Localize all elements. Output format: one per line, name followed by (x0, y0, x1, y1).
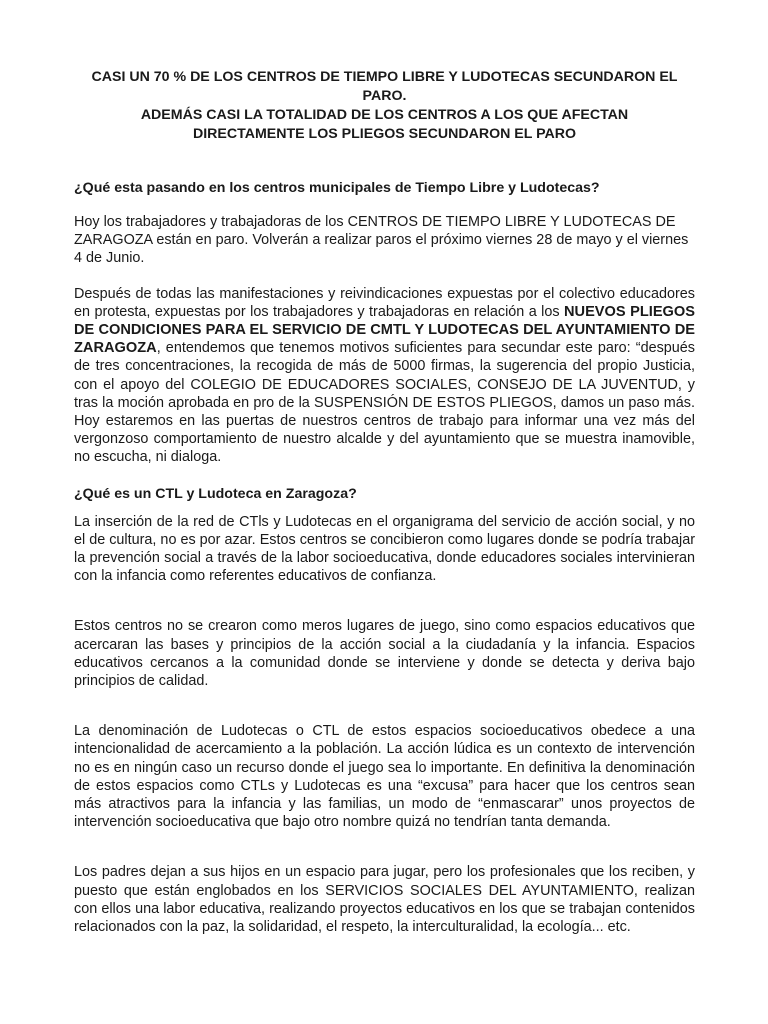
paragraph-strike-announcement: Hoy los trabajadores y trabajadoras de los CENTROS DE TIEMPO LIBRE Y LUDOTECAS DE ZARAGOZA están en paro. Volverán a realizar paros el próximo viernes 28 de mayo y el viernes 4 de Junio. (74, 214, 689, 267)
paragraph-reasons (74, 285, 695, 467)
title-line-2: ADEMÁS CASI LA TOTALIDAD DE LOS CENTROS A LOS QUE AFECTAN DIRECTAMENTE LOS PLIEGOS SECUNDARON EL PARO (140, 107, 629, 142)
title-line-1: CASI UN 70 % DE LOS CENTROS DE TIEMPO LIBRE Y LUDOTECAS SECUNDARON EL PARO. (91, 69, 678, 104)
paragraph-reasons-bold: NUEVOS PLIEGOS DE CONDICIONES PARA EL SERVICIO DE CMTL Y LUDOTECAS DEL AYUNTAMIENTO DE ZARAGOZA (74, 303, 695, 357)
paragraph-reasons-rest: , entendemos que tenemos motivos suficientes para secundar este paro: “después de tres concentraciones, la recogida de más de 5000 firmas, la sugerencia del propio Justicia, con el apoyo del COLEGIO DE EDUCADORES SOCIALES, CONSEJO DE LA JUVENTUD, y tras la moción aprobada en pro de la SUSPENSIÓN DE ESTOS PLIEGOS, damos un paso más. Hoy estaremos en las puertas de nuestros centros de trabajo para informar una vez más del vergonzoso comportamiento de nuestro alcalde y del ayuntamiento que se muestra inamovible, no escucha, ni dialoga. (74, 340, 695, 466)
paragraph-ctl-denomination: La denominación de Ludotecas o CTL de estos espacios socioeducativos obedece a una intencionalidad de acercamiento a la población. La acción lúdica es un contexto de intervención no es en ningún caso un recurso donde el juego sea lo importante. En definitiva la denominación de estos espacios como CTLs y Ludotecas es una “excusa” para hacer que los centros sean más atractivos para la infancia y las familias, un modo de “enmascarar” unos proyectos de intervención socioeducativa que bajo otro nombre quizá no tendrían tanta demanda. (74, 723, 695, 831)
paragraph-ctl-parents: Los padres dejan a sus hijos en un espacio para jugar, pero los profesionales que los reciben, y puesto que están englobados en los SERVICIOS SOCIALES DEL AYUNTAMIENTO, realizan con ellos una labor educativa, realizando proyectos educativos en los que se trabajan contenidos relacionados con la paz, la solidaridad, el respeto, la interculturalidad, la ecología... etc. (74, 864, 695, 936)
section-heading-what-is-ctl: ¿Qué es un CTL y Ludoteca en Zaragoza? (74, 485, 357, 502)
document-title (74, 68, 695, 144)
paragraph-reasons-intro: Después de todas las manifestaciones y reivindicaciones expuestas por el colectivo educadores en protesta, expuestas por los trabajadores y trabajadoras en relación a los (74, 285, 695, 320)
paragraph-ctl-purpose: Estos centros no se crearon como meros lugares de juego, sino como espacios educativos que acercaran las bases y principios de la acción social a la ciudadanía y la infancia. Espacios educativos cercanos a la comunidad donde se interviene y donde se detecta y deriva bajo principios de calidad. (74, 618, 695, 690)
document-page (74, 68, 695, 936)
section-heading-what-is-happening: ¿Qué esta pasando en los centros municipales de Tiempo Libre y Ludotecas? (74, 180, 600, 196)
paragraph-ctl-insertion: La inserción de la red de CTls y Ludotecas en el organigrama del servicio de acción social, y no el de cultura, no es por azar. Estos centros se concibieron como lugares donde se podría trabajar la prevención social a través de la labor socioeducativa, donde educadores sociales intervinieran con la infancia como referentes educativos de confianza. (74, 513, 695, 585)
